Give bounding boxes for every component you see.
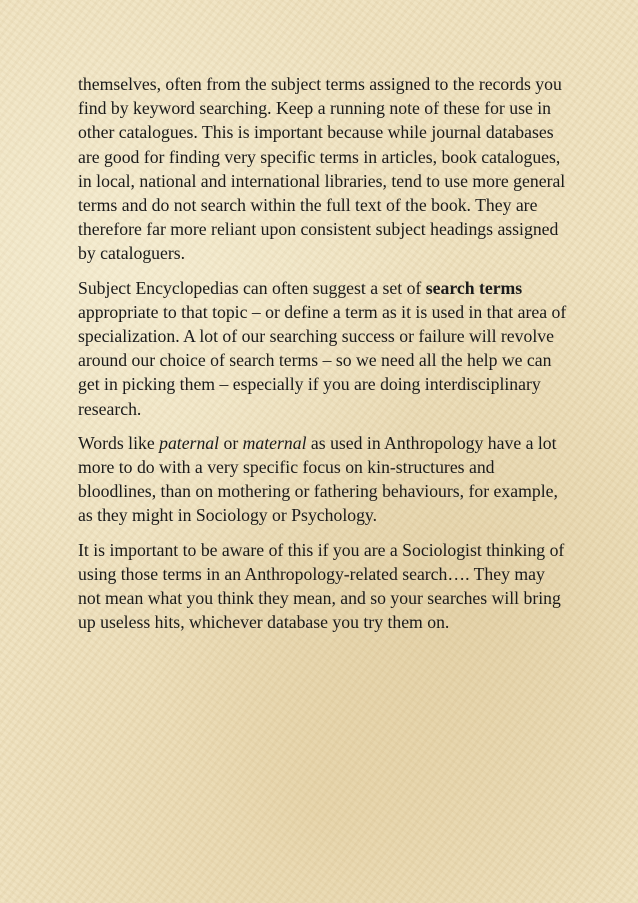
paragraph-sociologist-warning <box>78 538 568 635</box>
paragraph-text-middle: or <box>219 432 243 453</box>
paragraph-paternal-maternal <box>78 431 568 528</box>
paragraph-text-end: appropriate to that topic – or define a term as it is used in that area of specialization. A lot of our searching success or failure will revolve around our choice of search terms – so we need all the help we can get in picking them – especially if you are doing interdisciplinary research. <box>78 301 567 419</box>
document-body <box>78 72 568 644</box>
emphasis-search-terms: search terms <box>425 277 523 298</box>
paragraph-subject-encyclopedias <box>78 276 568 421</box>
paragraph-text: themselves, often from the subject terms assigned to the records you find by keyword searching. Keep a running note of these for use in other catalogues. This is important because while journal databases are good for finding very specific terms in articles, book catalogues, in local, national and international libraries, tend to use more general terms and do not search within the full text of the book. They are therefore far more reliant upon consistent subject headings assigned by cataloguers. <box>78 74 566 264</box>
paragraph-text-start: Subject Encyclopedias can often suggest a set of <box>78 277 426 298</box>
paragraph-text-start: Words like <box>78 432 160 453</box>
emphasis-paternal: paternal <box>159 432 220 453</box>
paragraph-text-end: as used in Anthropology have a lot more to do with a very specific focus on kin-structures and bloodlines, than on mothering or fathering behaviours, for example, as they might in Sociology or Psychology. <box>78 432 558 526</box>
paragraph-subject-terms <box>78 72 568 266</box>
paragraph-text: It is important to be aware of this if you are a Sociologist thinking of using those terms in an Anthropology-related search…. They may not mean what you think they mean, and so your searches will bring up useless hits, whichever database you try them on. <box>78 539 565 633</box>
emphasis-maternal: maternal <box>242 432 307 453</box>
